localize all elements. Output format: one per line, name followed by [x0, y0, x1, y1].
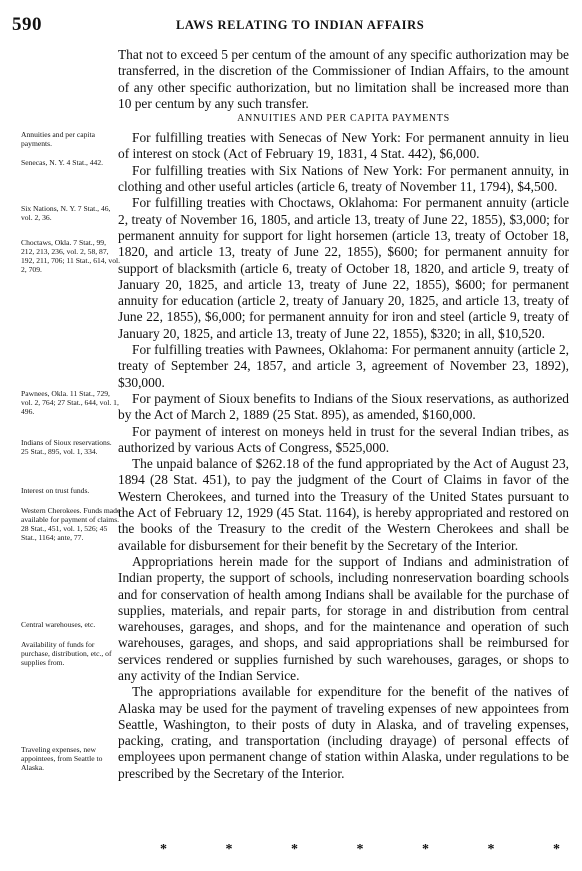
star: * — [160, 842, 167, 857]
margin-note-choctaws: Choctaws, Okla. 7 Stat., 99, 212, 213, 236, vol. 2, 58, 87, 192, 211, 706; 11 Stat., 614, vol. 2, 709. — [21, 238, 121, 274]
running-head: LAWS RELATING TO INDIAN AFFAIRS — [176, 18, 425, 32]
star: * — [291, 842, 298, 857]
paragraph-western-cherokees: The unpaid balance of $262.18 of the fund appropriated by the Act of August 23, 1894 (28 Stat. 451), to pay the judgment of the Court of Claims in favor of the Western Cherokees, and turned into the Treasury of the United States pursuant to the Act of February 12, 1929 (45 Stat. 1164), is hereby appropriated and restored on the books of the Treasury to the credit of the Western Cherokees and shall be available for disbursement for their benefit by the Secretary of the Interior. — [118, 456, 569, 553]
paragraph-alaska-travel: The appropriations available for expenditure for the benefit of the natives of Alaska may be used for the payment of traveling expenses of new appointees from Seattle, Washington, to their posts of duty in Alaska, and of traveling expenses, packing, crating, and transportation (including drayage) of personal effects of employees upon permanent change of station within Alaska, under regulations to be prescribed by the Secretary of the Interior. — [118, 684, 569, 781]
star: * — [225, 842, 233, 857]
section-heading: ANNUITIES AND PER CAPITA PAYMENTS — [237, 113, 450, 125]
star: * — [422, 842, 429, 857]
margin-note-senecas: Senecas, N. Y. 4 Stat., 442. — [21, 158, 104, 167]
paragraph-trust-interest: For payment of interest on moneys held in trust for the several Indian tribes, as authorized by various Acts of Congress, $525,000. — [118, 423, 569, 455]
page-number: 590 — [12, 14, 42, 35]
paragraph-pawnees: For fulfilling treaties with Pawnees, Oklahoma: For permanent annuity (article 2, treaty of September 24, 1857, and article 3, agreement of November 23, 1892), $30,000. — [118, 342, 569, 390]
margin-note-trust-funds: Interest on trust funds. — [21, 486, 90, 495]
page-header — [6, 14, 576, 38]
paragraph-senecas: For fulfilling treaties with Senecas of New York: For permanent annuity in lieu of interest on stock (Act of February 19, 1831, 4 Stat. 442), $6,000. — [118, 130, 569, 162]
paragraph-six-nations: For fulfilling treaties with Six Nations of New York: For permanent annuity, in clothing and other useful articles (article 6, treaty of November 11, 1794), $4,500. — [118, 162, 569, 195]
omission-stars — [160, 842, 560, 858]
margin-note-traveling-expenses: Traveling expenses, new appointees, from Seattle to Alaska. — [21, 745, 103, 772]
margin-note-availability: Availability of funds for purchase, distribution, etc., of supplies from. — [21, 640, 112, 667]
star: * — [487, 842, 495, 857]
margin-note-sioux: Indians of Sioux reservations. 25 Stat., 895, vol. 1, 334. — [21, 438, 112, 456]
opening-paragraph: That not to exceed 5 per centum of the amount of any specific authorization may be transferred, in the discretion of the Commissioner of Indian Affairs, to the amount of any other specific authorization, but no limitation shall be increased more than 10 per centum by any such transfer. — [118, 47, 569, 111]
paragraph-sioux: For payment of Sioux benefits to Indians of the Sioux reservations, as authorized by the Act of March 2, 1889 (25 Stat. 895), as amended, $160,000. — [118, 390, 569, 423]
margin-note-western-cherokees: Western Cherokees. Funds made available for payment of claims. 28 Stat., 451, vol. 1, 526; 45 Stat., 1164; ante, 77. — [21, 506, 121, 542]
star: * — [553, 842, 560, 857]
paragraph-choctaws: For fulfilling treaties with Choctaws, Oklahoma: For permanent annuity (article 2, treaty of November 16, 1805, and article 13, treaty of June 22, 1855), $3,000; for permanent annuity for support for light horsemen (article 13, treaty of October 18, 1820, and article 13, treaty of June 22, 1855), $600; for permanent annuity for support of blacksmith (article 6, treaty of October 18, 1820, and article 9, treaty of January 20, 1825, and article 13, treaty of June 22, 1855), $600; for permanent annuity for education (article 2, treaty of January 20, 1825, and article 13, treaty of June 22, 1855), $6,000; for permanent annuity for iron and steel (article 9, treaty of January 20, 1825, and article 13, treaty of June 22, 1855), $320; in all, $10,520. — [118, 195, 569, 341]
margin-note-six-nations: Six Nations, N. Y. 7 Stat., 46, vol. 2, 36. — [21, 204, 111, 222]
margin-note-central-warehouses: Central warehouses, etc. — [21, 620, 96, 629]
star: * — [356, 842, 364, 857]
margin-note-pawnees: Pawnees, Okla. 11 Stat., 729, vol. 2, 764; 27 Stat., 644, vol. 1, 496. — [21, 389, 119, 416]
main-text — [118, 47, 569, 782]
paragraph-warehouses: Appropriations herein made for the support of Indians and administration of Indian property, the support of schools, including nonreservation boarding schools and for conservation of health among Indians shall be available for the purchase of supplies, materials, and repair parts, for storage in and distribution from central warehouses, garages, and shops, and for the maintenance and operation of such warehouses, garages, and shops, and said appropriations shall be reimbursed for services rendered or supplies furnished by such warehouses, garages, or shops to any activity of the Indian Service. — [118, 553, 569, 683]
margin-note-annuities: Annuities and per capita payments. — [21, 130, 96, 148]
